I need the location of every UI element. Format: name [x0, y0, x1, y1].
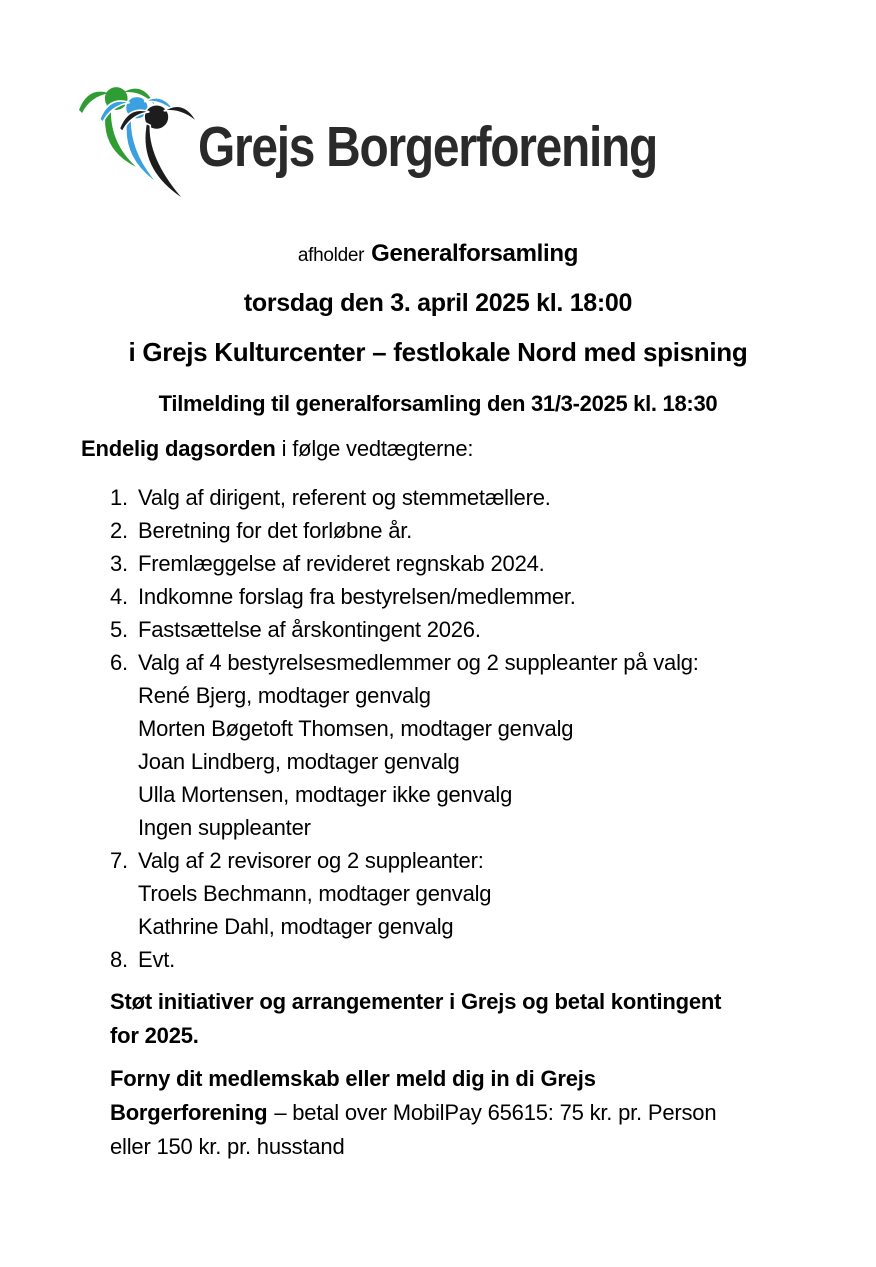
agenda-row-number: 3.: [110, 551, 128, 576]
afholder-label: afholder: [297, 245, 365, 266]
agenda-row: [110, 679, 699, 712]
agenda-row: [110, 844, 699, 877]
agenda-row-text: Ingen suppleanter: [138, 815, 311, 840]
agenda-row-number: 1.: [110, 485, 128, 510]
agenda-row-text: Ulla Mortensen, modtager ikke genvalg: [138, 782, 513, 807]
logo: [76, 84, 744, 206]
agenda-row-text: Morten Bøgetoft Thomsen, modtager genvalg: [138, 716, 574, 741]
agenda-heading-bold: Endelig dagsorden: [81, 436, 276, 461]
agenda-row-text: Joan Lindberg, modtager genvalg: [138, 749, 460, 774]
agenda-row: [110, 910, 699, 943]
agenda-row-number: 6.: [110, 650, 128, 675]
agenda-row: [110, 778, 699, 811]
agenda-row: [110, 613, 699, 646]
support-line: Støt initiativer og arrangementer i Grejs og betal kontingent: [110, 989, 722, 1014]
agenda-row-text: Evt.: [138, 947, 176, 972]
event-venue: i Grejs Kulturcenter – festlokale Nord med spisning: [128, 337, 748, 367]
agenda-row: [110, 745, 699, 778]
renew-line: eller 150 kr. pr. husstand: [110, 1134, 345, 1159]
agenda-row: [110, 547, 699, 580]
agenda-row-number: 5.: [110, 617, 128, 642]
agenda-row-text: Troels Bechmann, modtager genvalg: [138, 881, 492, 906]
agenda-row-text: Fremlæggelse af revideret regnskab 2024.: [138, 551, 545, 576]
agenda-list: [110, 481, 699, 976]
agenda-row-number: 2.: [110, 518, 128, 543]
agenda-row-text: Valg af dirigent, referent og stemmetællere.: [138, 485, 551, 510]
agenda-row-text: Kathrine Dahl, modtager genvalg: [138, 914, 454, 939]
agenda-row: [110, 943, 699, 976]
agenda-row-text: René Bjerg, modtager genvalg: [138, 683, 431, 708]
event-date: torsdag den 3. april 2025 kl. 18:00: [243, 289, 633, 317]
agenda-row-text: Valg af 2 revisorer og 2 suppleanter:: [138, 848, 484, 873]
renew-bold-text: Borgerforening: [110, 1100, 268, 1125]
agenda-row-text: Indkomne forslag fra bestyrelsen/medlemmer.: [138, 584, 576, 609]
agenda-row-text: Beretning for det forløbne år.: [138, 518, 413, 543]
agenda-row: [110, 811, 699, 844]
agenda-row: [110, 712, 699, 745]
agenda-row: [110, 646, 699, 679]
event-title-line: [0, 240, 876, 268]
agenda-row-number: 8.: [110, 947, 128, 972]
agenda-row: [110, 514, 699, 547]
logo-text: Grejs Borgerforening: [198, 115, 658, 179]
agenda-row-text: Fastsættelse af årskontingent 2026.: [138, 617, 481, 642]
event-title: Generalforsamling: [371, 240, 579, 267]
agenda-row: [110, 580, 699, 613]
support-line: for 2025.: [110, 1023, 199, 1048]
renew-rest-text: – betal over MobilPay 65615: 75 kr. pr. Person: [274, 1100, 717, 1125]
renew-line: [110, 1096, 716, 1130]
signup-deadline: Tilmelding til generalforsamling den 31/3-2025 kl. 18:30: [158, 391, 718, 416]
agenda-row: [110, 877, 699, 910]
agenda-row: [110, 481, 699, 514]
agenda-heading: [81, 436, 473, 462]
support-paragraph: [110, 985, 721, 1053]
agenda-row-text: Valg af 4 bestyrelsesmedlemmer og 2 suppleanter på valg:: [138, 650, 699, 675]
agenda-heading-rest: i følge vedtægterne:: [281, 436, 474, 461]
agenda-row-number: 7.: [110, 848, 128, 873]
dancers-logo-icon: [76, 84, 204, 206]
agenda-row-number: 4.: [110, 584, 128, 609]
renew-line: Forny dit medlemskab eller meld dig in di Grejs: [110, 1066, 596, 1091]
renew-paragraph: [110, 1062, 716, 1164]
